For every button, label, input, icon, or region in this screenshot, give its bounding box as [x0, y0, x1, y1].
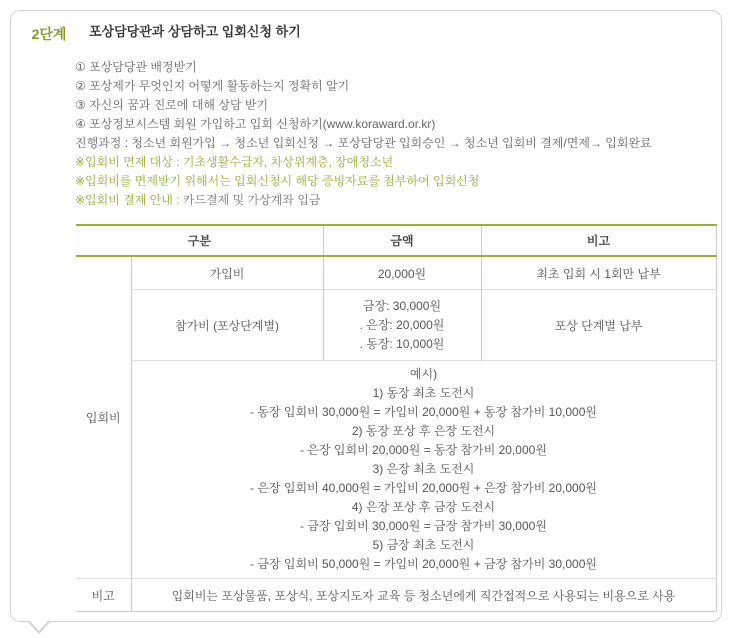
example-line: - 은장 입회비 40,000원 = 가입비 20,000원 + 은장 참가비 20,000원 — [250, 481, 597, 495]
amount-bronze: . 동장: 10,000원 — [359, 336, 445, 351]
cell-amount-by-level — [323, 290, 481, 361]
table-row-participation-fee — [76, 290, 716, 361]
cell-note: 최초 입회 시 1회만 납부 — [481, 256, 716, 290]
cell-remarks-label: 비고 — [76, 579, 131, 612]
example-line: - 은장 입회비 20,000원 = 동장 참가비 20,000원 — [300, 443, 547, 457]
process-flow-line: 진행과정 : 청소년 회원가입 → 청소년 입회신청 → 포상담당관 입회승인 → 청소년 입회비 결제/면제→ 입회완료 — [75, 136, 652, 150]
cell-category: 참가비 (포상단계별) — [131, 290, 323, 361]
instruction-item-2: ② 포상제가 무엇인지 어떻게 활동하는지 정확히 알기 — [75, 79, 350, 93]
table-header-row — [76, 225, 716, 256]
example-line: 5) 금장 최초 도전시 — [372, 538, 475, 552]
note-payment-label: ※입회비 결제 안내 : — [75, 193, 183, 207]
rowspan-label-membership-fee: 입회비 — [76, 256, 131, 579]
example-line: 4) 은장 포상 후 금장 도전시 — [351, 500, 496, 514]
amount-gold: 금장: 30,000원 — [362, 298, 442, 313]
step-title: 포상담당관과 상담하고 입회신청 하기 — [89, 24, 301, 39]
cell-remarks-text: 입회비는 포상물품, 포상식, 포상지도자 교육 등 청소년에게 직간접적으로 사용되는 비용으로 사용 — [131, 579, 716, 612]
step-info-panel — [10, 10, 722, 622]
table-row-examples — [76, 361, 716, 579]
header-amount: 금액 — [323, 225, 481, 256]
header-category: 구분 — [76, 225, 323, 256]
note-payment-value: 카드결제 및 가상계좌 입금 — [182, 193, 321, 207]
example-line: - 동장 입회비 30,000원 = 가입비 20,000원 + 동장 참가비 10,000원 — [250, 405, 597, 419]
cell-amount: 20,000원 — [323, 256, 481, 290]
table-row-joining-fee — [76, 256, 716, 290]
cell-examples — [131, 361, 716, 579]
instruction-item-4: ④ 포상정보시스템 회원 가입하고 입회 신청하기(www.koraward.or.kr) — [75, 117, 436, 131]
note-exemption-target: ※입회비 면제 대상 : 기초생활수급자, 차상위계층, 장애청소년 — [75, 155, 394, 169]
table-row-remarks — [76, 579, 716, 612]
cell-note: 포상 단계별 납부 — [481, 290, 716, 361]
amount-silver: . 은장: 20,000원 — [359, 317, 445, 332]
example-line: 3) 은장 최초 도전시 — [372, 462, 475, 476]
instruction-item-1: ① 포상담당관 배정받기 — [75, 60, 197, 74]
example-line: - 금장 입회비 50,000원 = 가입비 20,000원 + 금장 참가비 30,000원 — [250, 557, 597, 571]
step-content — [73, 24, 721, 612]
example-line: 2) 동장 포상 후 은장 도전시 — [351, 424, 496, 438]
header-note: 비고 — [481, 225, 716, 256]
example-line: 예시) — [409, 367, 438, 381]
example-line: - 금장 입회비 30,000원 = 금장 참가비 30,000원 — [300, 519, 547, 533]
step-number-label: 2단계 — [31, 26, 67, 42]
cell-category: 가입비 — [131, 256, 323, 290]
note-exemption-method: ※입회비를 면제받기 위해서는 입회신청시 해당 증빙자료를 첨부하여 입회신청 — [75, 174, 480, 188]
membership-fee-table — [76, 224, 717, 612]
note-payment-info — [75, 191, 721, 210]
instruction-list — [75, 58, 721, 210]
example-line: 1) 동장 최초 도전시 — [372, 386, 475, 400]
instruction-item-3: ③ 자신의 꿈과 진로에 대해 상담 받기 — [75, 98, 269, 112]
